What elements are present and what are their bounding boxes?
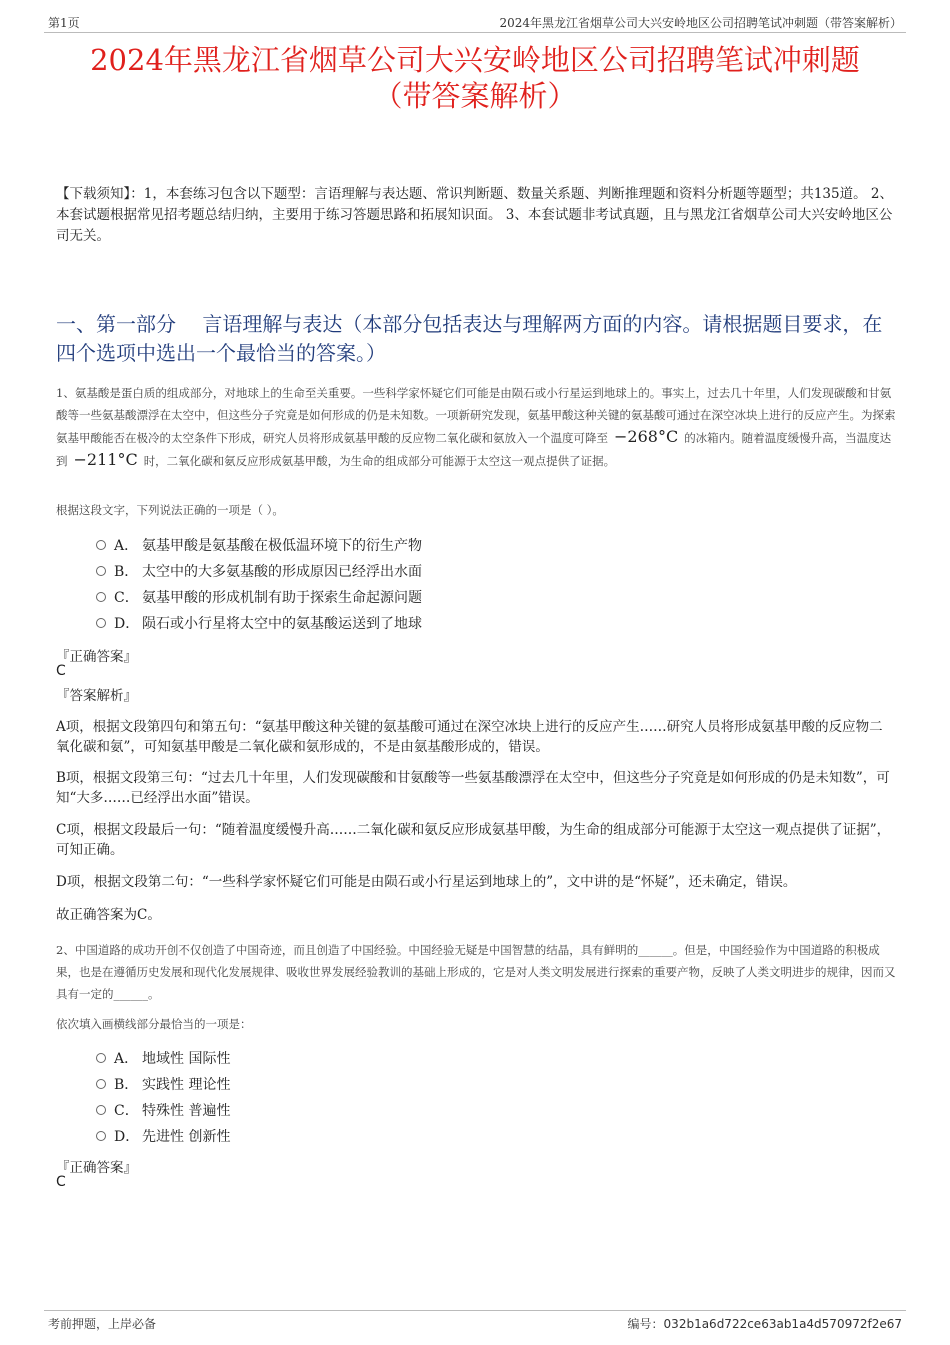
q1-conclusion: 故正确答案为C。	[56, 907, 161, 923]
q2-option-d[interactable]	[96, 1126, 230, 1148]
q2-option-b[interactable]	[96, 1074, 230, 1096]
q1-option-d[interactable]	[96, 613, 422, 635]
option-letter: D．	[114, 616, 140, 632]
q1-analysis-a: A项，根据文段第四句和第五句：“氨基甲酸这种关键的氨基酸可通过在深空冰块上进行的反应产生……研究人员将形成氨基甲酸的反应物二氧化碳和氨”，可知氨基甲酸是二氧化碳和氨形成的，不是由氨基酸形成的，错误。	[56, 719, 883, 755]
option-letter: B．	[114, 564, 139, 580]
radio-icon[interactable]	[96, 540, 106, 550]
q1-option-b[interactable]	[96, 561, 422, 583]
radio-icon[interactable]	[96, 1079, 106, 1089]
download-notice: 【下载须知】：1，本套练习包含以下题型：言语理解与表达题、常识判断题、数量关系题、判断推理题和资料分析题等题型；共135道。 2、本套试题根据常见招考题总结归纳，主要用于练习答题思路和拓展知识面。 3、本套试题非考试真题，且与黑龙江省烟草公司大兴安岭地区公司无关。	[56, 186, 893, 244]
option-letter: C．	[114, 590, 139, 606]
option-letter: A．	[114, 1051, 139, 1067]
footer-slogan: 考前押题，上岸必备	[48, 1317, 157, 1331]
q1-answer-label: 『正确答案』	[56, 649, 137, 665]
option-letter: D．	[114, 1129, 140, 1145]
option-text: 先进性 创新性	[142, 1129, 231, 1145]
q1-answer: C	[56, 663, 66, 679]
q1-option-c[interactable]	[96, 587, 422, 609]
page-header	[44, 14, 906, 33]
q2-option-a[interactable]	[96, 1048, 230, 1070]
option-text: 太空中的大多氨基酸的形成原因已经浮出水面	[142, 564, 422, 580]
q2-answer: C	[56, 1174, 66, 1190]
radio-icon[interactable]	[96, 1131, 106, 1141]
q1-passage	[56, 382, 898, 472]
option-text: 地域性 国际性	[142, 1051, 231, 1067]
header-doc-title: 2024年黑龙江省烟草公司大兴安岭地区公司招聘笔试冲刺题（带答案解析）	[499, 16, 902, 30]
footer-code-label: 编号：	[627, 1317, 664, 1331]
q1-temp-1: −268°C	[614, 427, 679, 446]
radio-icon[interactable]	[96, 1105, 106, 1115]
title-line-1: 2024年黑龙江省烟草公司大兴安岭地区公司招聘笔试冲刺题	[90, 43, 860, 77]
radio-icon[interactable]	[96, 592, 106, 602]
option-text: 氨基甲酸的形成机制有助于探索生命起源问题	[142, 590, 422, 606]
option-text: 氨基甲酸是氨基酸在极低温环境下的衍生产物	[142, 538, 422, 554]
page-footer	[44, 1310, 906, 1332]
q1-stem: 根据这段文字，下列说法正确的一项是（ ）。	[56, 503, 284, 517]
title-line-2: （带答案解析）	[373, 79, 577, 113]
option-text: 特殊性 普遍性	[142, 1103, 231, 1119]
q2-answer-label: 『正确答案』	[56, 1160, 137, 1176]
q2-passage: 2、中国道路的成功开创不仅创造了中国奇迹，而且创造了中国经验。中国经验无疑是中国智慧的结晶，具有鲜明的______。但是，中国经验作为中国道路的积极成果，也是在遵循历史发展和现代化发展规律、吸收世界发展经验教训的基础上形成的，它是对人类文明发展进行探索的重要产物，反映了人类文明进步的规律，因而又具有一定的______。	[56, 943, 896, 1001]
page-number: 第1页	[48, 16, 80, 30]
footer-code-value: 032b1a6d722ce63ab1a4d570972f2e67	[663, 1317, 902, 1331]
footer-code	[628, 1315, 902, 1332]
option-text: 实践性 理论性	[142, 1077, 231, 1093]
q1-analysis-d: D项，根据文段第二句：“一些科学家怀疑它们可能是由陨石或小行星运到地球上的”，文中讲的是“怀疑”，还未确定，错误。	[56, 874, 797, 890]
q1-passage-part-a: 1、氨基酸是蛋白质的组成部分，对地球上的生命至关重要。一些科学家怀疑它们可能是由陨石或小行星运到地球上的。事实上，过去几十年里，人们发现碳酸和甘氨酸等一些氨基酸漂浮在太空中，但这些分子究竟是如何形成的仍是未知数。一项新研究发现，氨基甲酸这种关键的氨基酸可通过在深空冰块上进行的反应产生。为探索氨基甲酸能否在极冷的太空条件下形成，研究人员将形成氨基甲酸的反应物二氧化碳和氨放入一个温度可降至	[56, 386, 896, 445]
option-letter: B．	[114, 1077, 139, 1093]
q1-passage-part-b: 的冰箱内。随着温度缓慢升高，当温度达到	[56, 431, 892, 468]
q1-option-a[interactable]	[96, 535, 422, 557]
q1-temp-2: −211°C	[73, 450, 138, 469]
radio-icon[interactable]	[96, 566, 106, 576]
option-text: 陨石或小行星将太空中的氨基酸运送到了地球	[142, 616, 422, 632]
section-heading: 一、第一部分 言语理解与表达（本部分包括表达与理解两方面的内容。请根据题目要求，在四个选项中选出一个最恰当的答案。）	[56, 312, 883, 365]
document-title	[40, 42, 910, 114]
q1-analysis-c: C项，根据文段最后一句：“随着温度缓慢升高……二氧化碳和氨反应形成氨基甲酸，为生命的组成部分可能源于太空这一观点提供了证据”，可知正确。	[56, 822, 891, 858]
q2-stem: 依次填入画横线部分最恰当的一项是：	[56, 1017, 252, 1031]
q1-passage-part-c: 时，二氧化碳和氨反应形成氨基甲酸，为生命的组成部分可能源于太空这一观点提供了证据。	[143, 454, 616, 468]
radio-icon[interactable]	[96, 1053, 106, 1063]
option-letter: A．	[114, 538, 139, 554]
option-letter: C．	[114, 1103, 139, 1119]
q1-analysis-label: 『答案解析』	[56, 688, 137, 704]
radio-icon[interactable]	[96, 618, 106, 628]
q2-option-c[interactable]	[96, 1100, 230, 1122]
q1-analysis-b: B项，根据文段第三句：“过去几十年里，人们发现碳酸和甘氨酸等一些氨基酸漂浮在太空中，但这些分子究竟是如何形成的仍是未知数”，可知“大多……已经浮出水面”错误。	[56, 770, 890, 806]
